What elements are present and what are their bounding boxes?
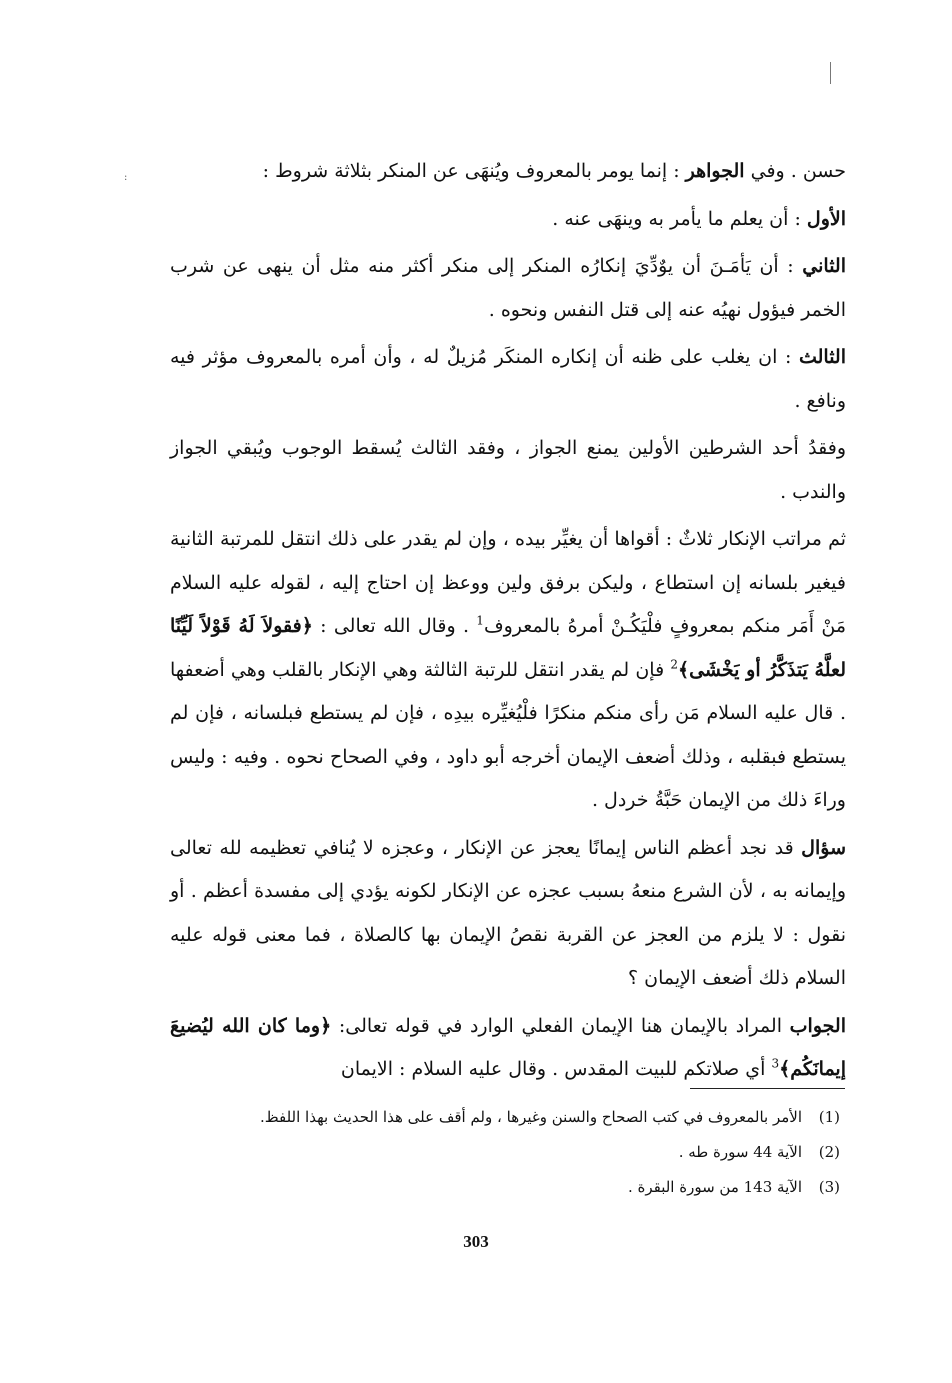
footnote-ref-1: 1 <box>476 613 484 628</box>
paragraph-levels-of-denial: ثم مراتب الإنكار ثلاثٌ : أقواها أن يغيِّر بيده ، وإن لم يقدر على ذلك انتقل للمرتبة الثانية فيغير بلسانه إن استطاع ، وليكن برفق ولين ووعظ إن احتاج إليه ، لقوله عليه السلام مَنْ أَمَر منكم بمعروفٍ فلْيَكُـنْ أمرهُ بالمعروف$^1$ . وقال الله تعالى : ﴿فقولاَ لَهُ قَوْلاً لَيِّنًا لعلَّهُ يَتذَكَّرُ أو يَخْشَى﴾$^2$ فإن لم يقدر انتقل للرتبة الثالثة وهي الإنكار بالقلب وهي أضعفها . قال عليه السلام مَن رأى منكم منكرًا فلْيُغيِّره بيدِه ، فإن لم يستطع فبلسانه ، فإن لم يستطع فبقلبه ، وذلك أضعف الإيمان أخرجه أبو داود ، وفي الصحاح نحوه . وفيه : وليس وراءَ ذلك من الإيمان حَبَّةُ خردل . <box>170 528 846 811</box>
main-text <box>170 150 846 1096</box>
footnote-number: (2) <box>818 1143 840 1161</box>
page-number: 303 <box>463 1232 489 1251</box>
footnote-number: (1) <box>818 1108 840 1126</box>
paragraph-question: سؤال قد نجد أعظم الناس إيمانًا يعجز عن الإنكار ، وعجزه لا يُنافي تعظيمه لله تعالى وإيمانه به ، لأن الشرع منعهُ بسبب عجزه عن الإنكار لكونه يؤدي إلى مفسدة أعظم . أو نقول : لا يلزم من العجز عن القربة نقصُ الإيمان بها كالصلاة ، فما معنى قوله عليه السلام ذلك أضعف الإيمان ؟ <box>170 836 846 989</box>
paragraph-1: حسن . وفي الجواهر : إنما يومر بالمعروف ويُنهَى عن المنكر بثلاثة شروط : <box>262 160 846 182</box>
footnote-ref-3: 3 <box>771 1056 780 1071</box>
footnote-number: (3) <box>818 1178 840 1196</box>
footnote-2 <box>170 1143 840 1178</box>
quran-quote-taha: ﴿فقولاَ لَهُ قَوْلاً لَيِّنًا لعلَّهُ يَتذَكَّرُ أو يَخْشَى﴾ <box>170 615 846 681</box>
footnote-ref-2: 2 <box>670 657 678 672</box>
paragraph-answer: الجواب المراد بالإيمان هنا الإيمان الفعلي الوارد في قوله تعالى: ﴿وما كان الله ليُضيعَ إيمانَكُم﴾$^3$ أي صلاتكم للبيت المقدس . وقال عليه السلام : الايمان <box>170 1014 846 1080</box>
heading-second: الثاني <box>802 255 846 277</box>
paragraph-second-condition: الثاني : أن يَأمَـنَ أن يوٌدِّيَ إنكارُه المنكر إلى منكر أكثر منه مثل أن ينهى عن شرب الخمر فيؤول نهيُه عنه إلى قتل النفس ونحوه . <box>170 255 846 321</box>
footnote-text: الآية 44 سورة طه . <box>678 1143 802 1161</box>
footnotes <box>170 1108 840 1213</box>
footnote-3 <box>170 1178 840 1213</box>
paragraph-third-condition: الثالث : ان يغلب على ظنه أن إنكاره المنكَر مُزيلٌ له ، وأن أمره بالمعروف مؤثر فيه ونافع . <box>170 346 846 412</box>
footnote-separator <box>690 1088 845 1089</box>
quran-quote-baqara: ﴿وما كان الله ليُضيعَ إيمانَكُم﴾ <box>170 1014 846 1080</box>
footnote-text: الأمر بالمعروف في كتب الصحاح والسنن وغيرها ، ولم أقف على هذا الحديث بهذا اللفظ. <box>259 1108 802 1126</box>
paragraph-first-condition: الأول : أن يعلم ما يأمر به وينهَى عنه . <box>552 207 846 230</box>
term-jawahir: الجواهر <box>685 160 745 182</box>
scan-speck: : <box>124 172 128 183</box>
heading-third: الثالث <box>798 346 846 368</box>
footnote-1 <box>170 1108 840 1143</box>
heading-answer: الجواب <box>789 1014 846 1037</box>
footnote-text: الآية 143 من سورة البقرة . <box>627 1178 802 1196</box>
paragraph-loss-of-conditions: وفقدُ أحد الشرطين الأولين يمنع الجواز ، وفقد الثالث يُسقط الوجوب ويُبقي الجواز والندب . <box>170 437 846 503</box>
scan-edge-mark <box>830 62 831 84</box>
heading-question: سؤال <box>801 836 846 859</box>
heading-first: الأول <box>806 207 846 230</box>
